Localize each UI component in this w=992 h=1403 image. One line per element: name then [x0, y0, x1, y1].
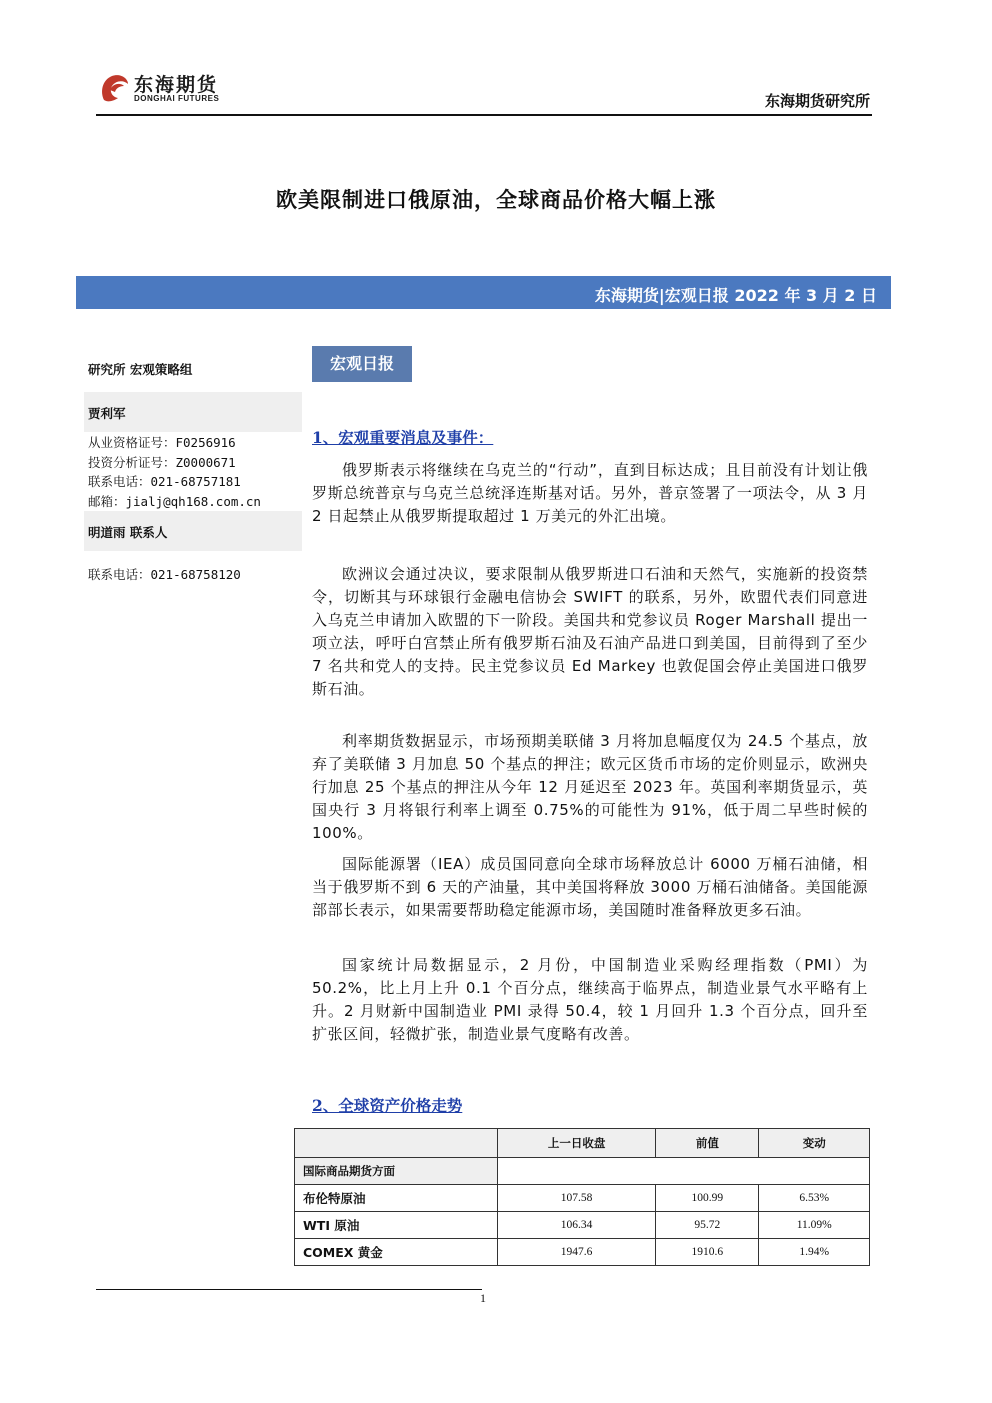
sidebar-dept: 研究所 宏观策略组 — [88, 362, 193, 377]
paragraph: 俄罗斯表示将继续在乌克兰的“行动”，直到目标达成；且目前没有计划让俄罗斯总统普京与乌克兰总统泽连斯基对话。另外，普京签署了一项法令，从 3 月 2 日起禁止从俄罗斯提取超过 1 万美元的外汇出境。 — [312, 461, 868, 525]
footer-divider — [96, 1289, 482, 1290]
contact-phone: 联系电话：021-68758120 — [88, 567, 241, 582]
change-value: 1.94% — [759, 1239, 870, 1266]
table-header: 变动 — [759, 1129, 870, 1158]
close-value: 106.34 — [498, 1212, 656, 1239]
asset-name: WTI 原油 — [295, 1212, 498, 1239]
institute-name: 东海期货研究所 — [764, 92, 870, 110]
table-row — [295, 1239, 870, 1266]
asset-name: COMEX 黄金 — [295, 1239, 498, 1266]
analyst-email[interactable]: 邮箱：jialj@qh168.com.cn — [88, 493, 261, 509]
table-group-row — [295, 1158, 870, 1185]
change-value: 6.53% — [759, 1185, 870, 1212]
contact-box — [84, 511, 302, 551]
analyst-invest-cert: 投资分析证号：Z0000671 — [88, 454, 236, 470]
analyst-cert: 从业资格证号：F0256916 — [88, 435, 236, 450]
donghai-logo-icon — [98, 70, 132, 106]
prev-value: 1910.6 — [656, 1239, 759, 1266]
logo-text: 东海期货 — [134, 74, 219, 96]
paragraph: 利率期货数据显示，市场预期美联储 3 月将加息幅度仅为 24.5 个基点，放弃了美联储 3 月加息 50 个基点的押注；欧元区货币市场的定价则显示，欧洲央行加息 25 个基点的押注从今年 12 月延迟至 2023 年。英国利率期货显示，英国央行 3 月将银行利率上调至 0.75%的可能性为 91%，低于周二早些时候的 100%。 — [312, 732, 868, 842]
change-value: 11.09% — [759, 1212, 870, 1239]
prev-value: 95.72 — [656, 1212, 759, 1239]
header-divider — [96, 114, 872, 116]
table-header — [295, 1129, 498, 1158]
table-header: 前值 — [656, 1129, 759, 1158]
report-title: 欧美限制进口俄原油，全球商品价格大幅上涨 — [276, 187, 716, 212]
logo-subtext: DONGHAI FUTURES — [134, 94, 220, 103]
section-heading-2: 2、全球资产价格走势 — [312, 1096, 463, 1115]
close-value: 1947.6 — [498, 1239, 656, 1266]
analyst-name: 贾利军 — [88, 406, 126, 421]
paragraph: 欧洲议会通过决议，要求限制从俄罗斯进口石油和天然气，实施新的投资禁令，切断其与环球银行金融电信协会 SWIFT 的联系，另外，欧盟代表们同意进入乌克兰申请加入欧盟的下一阶段。美国共和党参议员 Roger Marshall 提出一项立法，呼吁白宫禁止所有俄罗斯石油及石油产品进口到美国，目前得到了至少 7 名共和党人的支持。民主党参议员 Ed Markey 也敦促国会停止美国进口俄罗斯石油。 — [312, 565, 868, 698]
section-tag: 宏观日报 — [312, 346, 412, 382]
table-header: 上一日收盘 — [498, 1129, 656, 1158]
table-header-row — [295, 1129, 870, 1158]
analyst-info — [88, 433, 261, 511]
table-group-label: 国际商品期货方面 — [295, 1158, 498, 1185]
asset-price-table — [294, 1128, 870, 1266]
analyst-box — [84, 392, 302, 432]
analyst-phone: 联系电话：021-68757181 — [88, 474, 241, 489]
paragraph: 国家统计局数据显示，2 月份，中国制造业采购经理指数（PMI）为 50.2%，比上月上升 0.1 个百分点，继续高于临界点，制造业景气水平略有上升。2 月财新中国制造业 PMI 录得 50.4，较 1 月回升 1.3 个百分点，回升至扩张区间，轻微扩张，制造业景气度略有改善。 — [312, 956, 868, 1043]
table-row — [295, 1212, 870, 1239]
paragraph: 国际能源署（IEA）成员国同意向全球市场释放总计 6000 万桶石油储，相当于俄罗斯不到 6 天的产油量，其中美国将释放 3000 万桶石油储备。美国能源部部长表示，如果需要帮助稳定能源市场，美国随时准备释放更多石油。 — [312, 855, 868, 919]
prev-value: 100.99 — [656, 1185, 759, 1212]
page-number: 1 — [480, 1291, 486, 1305]
section-heading-1: 1、宏观重要消息及事件： — [312, 428, 494, 447]
table-row — [295, 1185, 870, 1212]
report-banner — [76, 276, 891, 309]
contact-name: 明道雨 联系人 — [88, 525, 168, 540]
asset-name: 布伦特原油 — [295, 1185, 498, 1212]
banner-text: 东海期货|宏观日报 2022 年 3 月 2 日 — [594, 286, 877, 305]
close-value: 107.58 — [498, 1185, 656, 1212]
